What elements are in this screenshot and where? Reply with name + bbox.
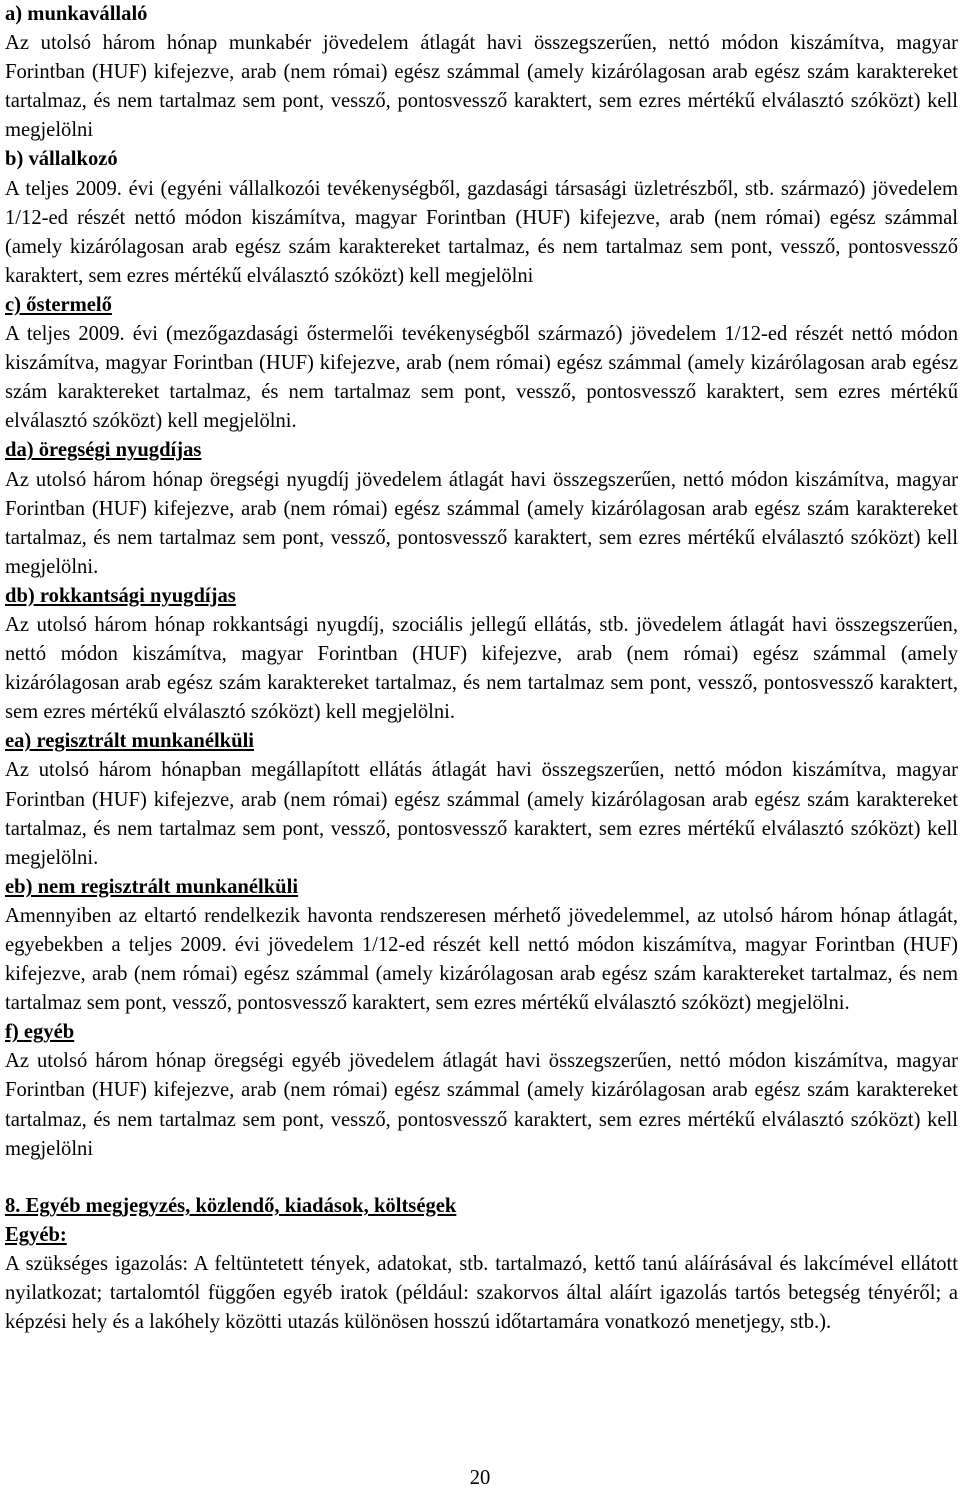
section-eb-text: Amennyiben az eltartó rendelkezik havonta rendszeresen mérhető jövedelemmel, az utolsó három hónap átlagát, egyebekben a teljes 2009. évi jövedelem 1/12-ed részét kell nettó módon kiszámítva, magyar Forintban (HUF) kifejezve, arab (nem római) egész számmal (amely kizárólagosan arab egész szám karaktereket tartalmaz, és nem tartalmaz sem pont, vessző, pontosvessző karaktert, sem ezres mértékű elválasztó szóközt) megjelölni. <box>5 904 958 1015</box>
section-c-text: A teljes 2009. évi (mezőgazdasági őstermelői tevékenységből származó) jövedelem 1/12-ed részét nettó módon kiszámítva, magyar Forintban (HUF) kifejezve, arab (nem római) egész számmal (amely kizárólagosan arab egész szám karaktereket tartalmaz, és nem tartalmaz sem pont, vessző, pontosvessző karaktert, sem ezres mértékű elválasztó szóközt) kell megjelölni. <box>5 323 958 433</box>
section-b-text: A teljes 2009. évi (egyéni vállalkozói tevékenységből, gazdasági társasági üzletrészből, stb. származó) jövedelem 1/12-ed részét nettó módon kiszámítva, magyar Forintban (HUF) kifejezve, arab (nem római) egész számmal (amely kizárólagosan arab egész szám karaktereket tartalmaz, és nem tartalmaz sem pont, vessző, pontosvessző karaktert, sem ezres mértékű elválasztó szóközt) kell megjelölni <box>5 177 958 287</box>
section-f-heading: f) egyéb <box>5 1021 75 1044</box>
section-db-text: Az utolsó három hónap rokkantsági nyugdíj, szociális jellegű ellátás, stb. jövedelem átlagát havi összegszerűen, nettó módon kiszámítva, magyar Forintban (HUF) kifejezve, arab (nem római) egész számmal (amely kizárólagosan arab egész szám karaktereket tartalmaz, és nem tartalmaz sem pont, vessző, pontosvessző karaktert, sem ezres mértékű elválasztó szóközt) kell megjelölni. <box>5 613 958 724</box>
section-da-text: Az utolsó három hónap öregségi nyugdíj jövedelem átlagát havi összegszerűen, nettó módon kiszámítva, magyar Forintban (HUF) kifejezve, arab (nem római) egész számmal (amely kizárólagosan arab egész szám karaktereket tartalmaz, és nem tartalmaz sem pont, vessző, pontosvessző karaktert, sem ezres mértékű elválasztó szóközt) kell megjelölni. <box>5 468 958 578</box>
section-c-heading: c) őstermelő <box>5 293 112 316</box>
section-8-text: A szükséges igazolás: A feltüntetett tények, adatokat, stb. tartalmazó, kettő tanú aláírásával és lakcímével ellátott nyilatkozat; tartalomtól függően egyéb iratok (például: szakorvos által aláírt igazolás tartós betegség tényéről; a képzési hely és a lakóhely közötti utazás különösen hosszú időtartamára vonatkozó menetjegy, stb.). <box>5 1252 958 1334</box>
section-b-heading: b) vállalkozó <box>5 148 118 171</box>
section-da-heading: da) öregségi nyugdíjas <box>5 439 202 462</box>
section-db-heading: db) rokkantsági nyugdíjas <box>5 584 236 607</box>
section-eb-heading: eb) nem regisztrált munkanélküli <box>5 875 299 898</box>
section-8-title: 8. Egyéb megjegyzés, közlendő, kiadások, költségek <box>5 1194 457 1217</box>
section-f-text: Az utolsó három hónap öregségi egyéb jövedelem átlagát havi összegszerűen, nettó módon kiszámítva, magyar Forintban (HUF) kifejezve, arab (nem római) egész számmal (amely kizárólagosan arab egész szám karaktereket tartalmaz, és nem tartalmaz sem pont, vessző, pontosvessző karaktert, sem ezres mértékű elválasztó szóközt) kell megjelölni <box>5 1050 958 1160</box>
section-ea-heading: ea) regisztrált munkanélküli <box>5 730 255 753</box>
section-8-subheading: Egyéb: <box>5 1223 67 1246</box>
page-number: 20 <box>469 1467 491 1489</box>
document-page <box>5 0 958 1337</box>
section-a-heading: a) munkavállaló <box>5 3 148 25</box>
section-ea-text: Az utolsó három hónapban megállapított ellátás átlagát havi összegszerűen, nettó módon kiszámítva, magyar Forintban (HUF) kifejezve, arab (nem római) egész számmal (amely kizárólagosan arab egész szám karaktereket tartalmaz, és nem tartalmaz sem pont, vessző, pontosvessző karaktert, sem ezres mértékű elválasztó szóközt) kell megjelölni. <box>5 759 958 869</box>
section-a-text: Az utolsó három hónap munkabér jövedelem átlagát havi összegszerűen, nettó módon kiszámítva, magyar Forintban (HUF) kifejezve, arab (nem római) egész számmal (amely kizárólagosan arab egész szám karaktereket tartalmaz, és nem tartalmaz sem pont, vessző, pontosvessző karaktert, sem ezres mértékű elválasztó szóközt) kell megjelölni <box>5 32 958 142</box>
